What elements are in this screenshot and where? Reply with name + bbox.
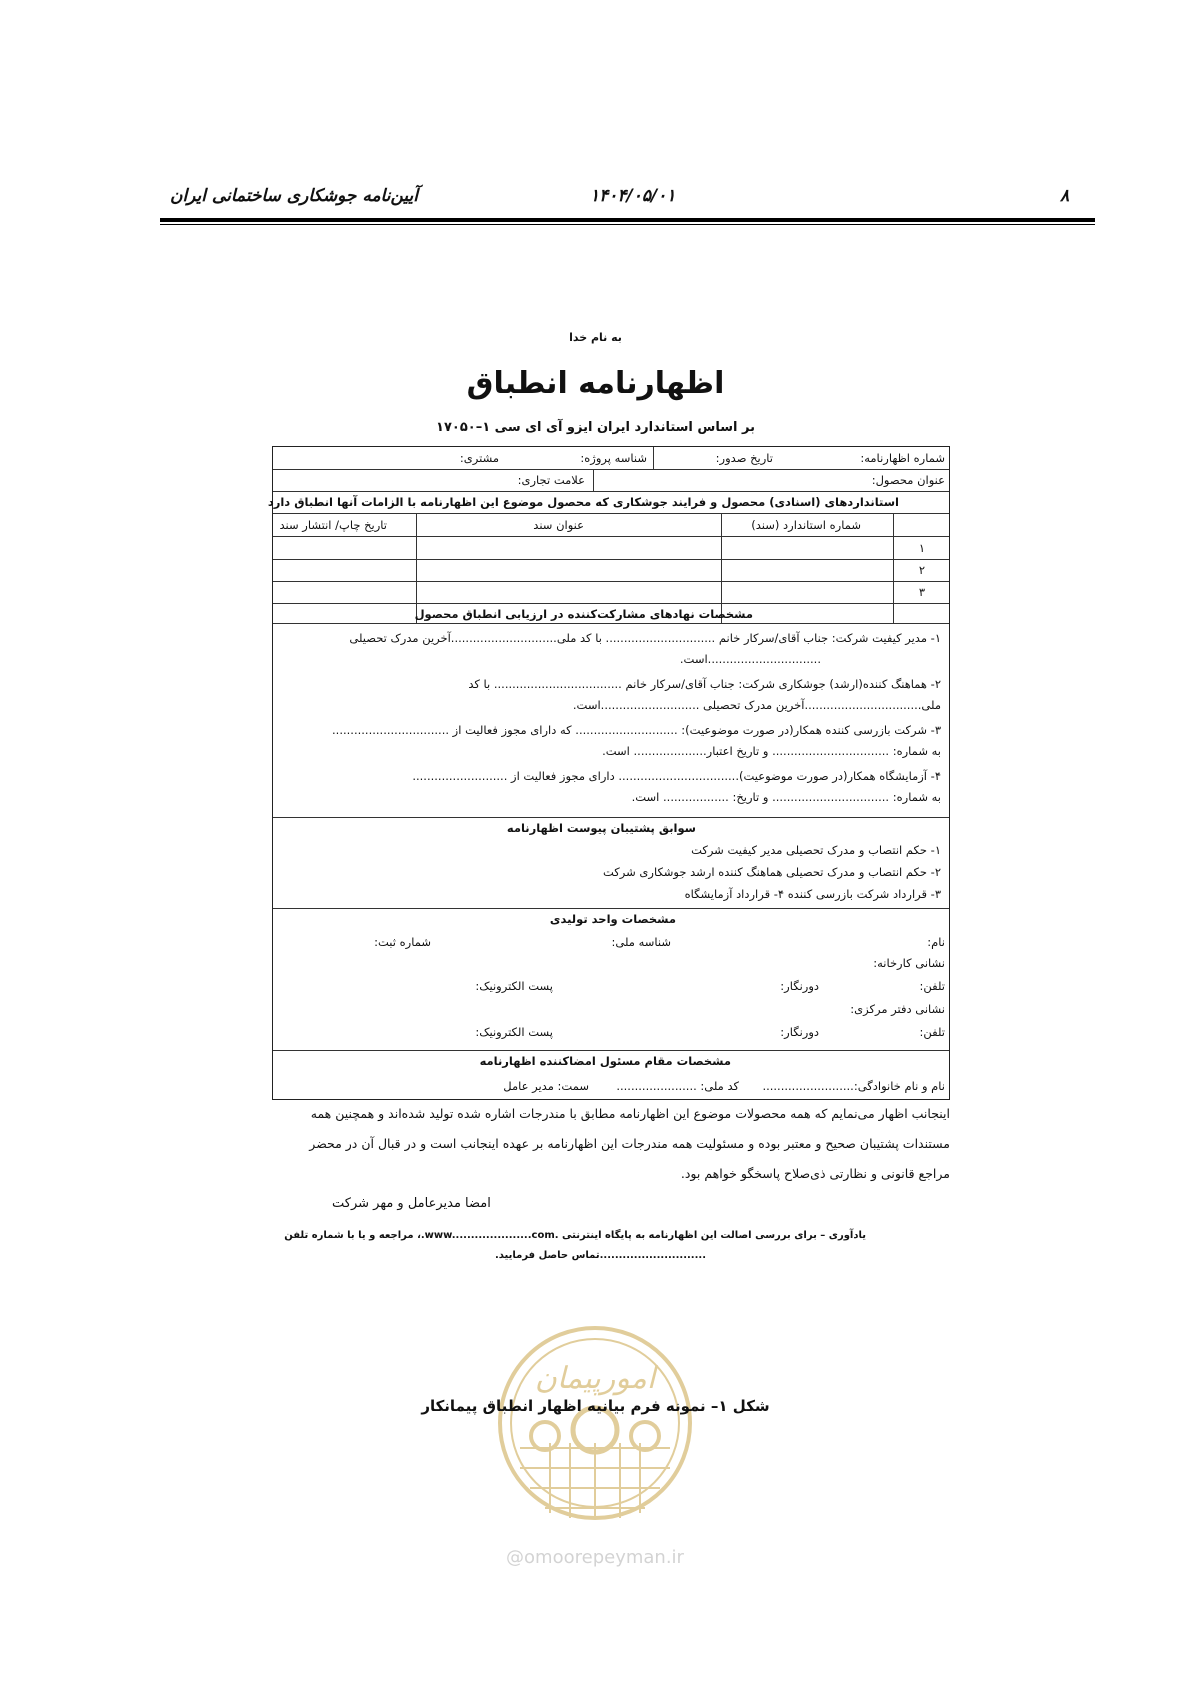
- basmala: به نام خدا: [569, 331, 622, 344]
- laboratory-line: ۴- آزمایشگاه همکار(در صورت موضوعیت)................................. دارای مجوز فعالیت از ..........................: [412, 769, 941, 783]
- factory-phone-label: تلفن:: [919, 979, 945, 993]
- reminder-line-2: ............................تماس حاصل فرمایید.: [494, 1250, 706, 1261]
- hq-fax-label: دورنگار:: [780, 1025, 819, 1039]
- page-number: ۸: [1060, 186, 1070, 206]
- inspection-company-line: ۳- شرکت بازرسی کننده همکار(در صورت موضوعیت): ............................ که دارای مجوز فعالیت از ................................: [332, 723, 941, 737]
- statement-line-3: مراجع قانونی و نظارتی ذی‌صلاح پاسخگو خواهم بود.: [680, 1166, 950, 1181]
- customer-label: مشتری:: [459, 451, 499, 465]
- welding-coordinator-line: ۲- هماهنگ کننده(ارشد) جوشکاری شرکت: جناب آقای/سرکار خانم ................................... با کد: [468, 677, 941, 691]
- header-rule-thin: [160, 224, 1095, 225]
- standards-heading: استانداردهای (اسنادی) محصول و فرایند جوشکاری که محصول موضوع این اظهارنامه با الزامات آنها انطباق دارد: [267, 495, 899, 509]
- statement-line-1: اینجانب اظهار می‌نمایم که همه محصولات موضوع این اظهارنامه مطابق با مندرجات اشاره شده تولید شده‌اند و همچنین همه: [310, 1106, 950, 1121]
- factory-address-label: نشانی کارخانه:: [873, 956, 945, 970]
- row-number-1: ۱: [918, 541, 925, 555]
- attachment-item-1: ۱- حکم انتصاب و مدرک تحصیلی مدیر کیفیت شرکت: [691, 843, 941, 857]
- decl-number-label: شماره اظهارنامه:: [860, 451, 945, 465]
- unit-heading: مشخصات واحد تولیدی: [549, 912, 676, 926]
- statement-line-2: مستندات پشتیبان صحیح و معتبر بوده و مسئولیت همه مندرجات این اظهارنامه بر عهده اینجانب است و در قبال آن در محضر: [309, 1136, 950, 1151]
- unit-reg-number-label: شماره ثبت:: [374, 935, 431, 949]
- col-document-title: عنوان سند: [533, 518, 584, 532]
- issue-date-label: تاریخ صدور:: [715, 451, 773, 465]
- row-number-2: ۲: [918, 563, 925, 577]
- factory-email-label: پست الکترونیک:: [475, 979, 553, 993]
- signatory-name-label: نام و نام خانوادگی:.........................: [762, 1079, 945, 1093]
- inspection-company-line-2: به شماره: ................................ و تاریخ اعتبار.................... است.: [602, 744, 941, 758]
- welding-coordinator-line-2: ملی................................آخرین مدرک تحصیلی ...........................است.: [572, 698, 941, 712]
- signatory-position-label: سمت: مدیر عامل: [503, 1079, 589, 1093]
- signature-line: امضا مدیرعامل و مهر شرکت: [332, 1196, 491, 1211]
- hq-email-label: پست الکترونیک:: [475, 1025, 553, 1039]
- attachment-item-3: ۳- قرارداد شرکت بازرسی کننده ۴- قرارداد آزمایشگاه: [684, 887, 941, 901]
- quality-manager-line-2: ...............................است.: [679, 652, 821, 666]
- header-rule: [160, 218, 1095, 222]
- attachments-heading: سوابق پشتیبان پیوست اظهارنامه: [506, 821, 696, 835]
- col-standard-number: شماره استاندارد (سند): [751, 518, 861, 532]
- signatory-code-label: کد ملی: ......................: [616, 1079, 739, 1093]
- header-date: ۱۴۰۴/۰۵/۰۱: [590, 186, 676, 206]
- row-number-3: ۳: [918, 585, 925, 599]
- project-id-label: شناسه پروژه:: [580, 451, 647, 465]
- watermark-brand: امورپیمان: [534, 1361, 656, 1396]
- trademark-label: علامت تجاری:: [517, 473, 585, 487]
- factory-fax-label: دورنگار:: [780, 979, 819, 993]
- header-book-title: آیین‌نامه جوشکاری ساختمانی ایران: [169, 186, 418, 206]
- unit-national-id-label: شناسه ملی:: [611, 935, 671, 949]
- laboratory-line-2: به شماره: ................................ و تاریخ: .................. است.: [631, 790, 941, 804]
- reminder-line-1: یادآوری – برای بررسی اصالت این اظهارنامه به پایگاه اینترنتی .www.....................com.، مراجعه و یا با شماره تلفن: [284, 1230, 866, 1241]
- bodies-heading: مشخصات نهادهای مشارکت‌کننده در ارزیابی انطباق محصول: [414, 607, 753, 621]
- quality-manager-line: ۱- مدیر کیفیت شرکت: جناب آقای/سرکار خانم .............................. با کد ملی.............................آخرین مدرک تحصیلی: [349, 631, 941, 645]
- hq-address-label: نشانی دفتر مرکزی:: [850, 1002, 945, 1016]
- hq-phone-label: تلفن:: [919, 1025, 945, 1039]
- attachment-item-2: ۲- حکم انتصاب و مدرک تحصیلی هماهنگ کننده ارشد جوشکاری شرکت: [602, 865, 941, 879]
- watermark-seal: [490, 1318, 700, 1578]
- col-publish-date: تاریخ چاپ/ انتشار سند: [279, 518, 387, 532]
- signatory-heading: مشخصات مقام مسئول امضاکننده اظهارنامه: [479, 1054, 731, 1068]
- watermark-site: @omoorepeyman.ir: [506, 1547, 684, 1568]
- document-title: اظهارنامه انطباق: [466, 366, 725, 401]
- product-title-label: عنوان محصول:: [871, 473, 945, 487]
- figure-caption: شکل ۱– نمونه فرم بیانیه اظهار انطباق پیمانکار: [421, 1397, 770, 1415]
- document-subtitle: بر اساس استاندارد ایران ایزو آی ای سی ۱–۱۷۰۵۰: [436, 420, 755, 435]
- unit-name-label: نام:: [927, 935, 945, 949]
- declaration-form: [267, 446, 950, 1100]
